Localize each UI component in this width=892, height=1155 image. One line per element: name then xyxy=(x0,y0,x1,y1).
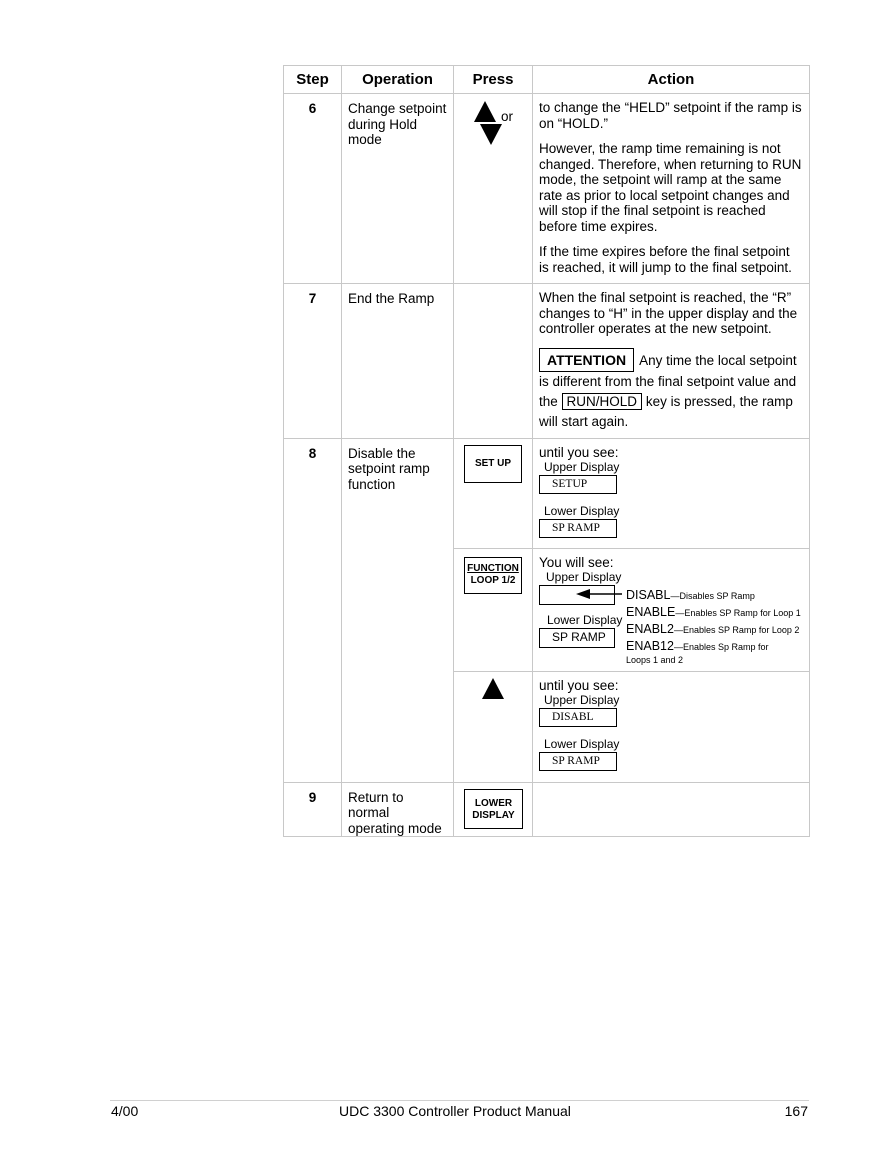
option-item xyxy=(626,604,810,621)
lower-display-label: Lower Display xyxy=(547,613,623,627)
upper-display-label: Upper Display xyxy=(544,693,620,707)
operation-text: Disable the setpoint ramp function xyxy=(342,438,454,782)
press-cell xyxy=(454,284,533,439)
attention-text: Any time the local setpoint is different from the final setpoint value and the xyxy=(539,352,797,409)
header-operation: Operation xyxy=(342,66,454,94)
lower-display-label: Lower Display xyxy=(544,504,620,518)
action-cell xyxy=(533,94,810,284)
table-row xyxy=(284,438,810,548)
function-loop-key-icon xyxy=(464,557,522,594)
action-paragraph: However, the ramp time remaining is not changed. Therefore, when returning to RUN mode, the setpoint will ramp at the same rate as prior to local setpoint changes and will stop if the final setpoint is reached before time expires. xyxy=(539,141,802,234)
option-desc: —Disables SP Ramp xyxy=(670,590,755,601)
operation-text: Return to normal operating mode xyxy=(342,782,454,837)
step-number: 7 xyxy=(284,284,342,439)
lower-display-box: SP RAMP xyxy=(539,519,617,538)
action-cell xyxy=(533,548,810,671)
option-code: ENAB12 xyxy=(626,638,674,653)
action-cell xyxy=(533,284,810,439)
up-arrow-icon xyxy=(482,678,504,699)
footer-page-number: 167 xyxy=(784,1103,808,1119)
procedure-table xyxy=(283,65,810,837)
lower-display-box: SP RAMP xyxy=(539,628,615,648)
table-row xyxy=(284,284,810,439)
option-desc: —Enables SP Ramp for Loop 2 xyxy=(673,624,800,635)
option-code: ENABL2 xyxy=(626,621,674,636)
action-paragraph: If the time expires before the final setpoint is reached, it will jump to the final setpoint. xyxy=(539,244,792,275)
action-cell xyxy=(533,782,810,837)
footer-divider xyxy=(110,1100,809,1101)
option-desc: —Enables Sp Ramp for xyxy=(673,641,769,652)
option-list xyxy=(626,587,810,666)
header-step: Step xyxy=(284,66,342,94)
until-text: until you see: xyxy=(539,444,619,460)
upper-display-label: Upper Display xyxy=(544,460,620,474)
down-arrow-icon xyxy=(480,124,502,145)
step-number: 6 xyxy=(284,94,342,284)
lower-display-key-icon xyxy=(464,789,523,829)
option-desc: —Enables SP Ramp for Loop 1 xyxy=(675,607,801,618)
press-cell xyxy=(454,671,533,782)
function-key-line1: FUNCTION xyxy=(467,562,519,574)
table-row xyxy=(284,782,810,837)
lower-display-label: Lower Display xyxy=(544,737,620,751)
lower-display-key-line2: DISPLAY xyxy=(472,809,515,821)
upper-display-label: Upper Display xyxy=(546,570,622,584)
run-hold-key: RUN/HOLD xyxy=(562,393,643,410)
attention-badge: ATTENTION xyxy=(539,348,634,372)
function-key-line2: LOOP 1/2 xyxy=(470,574,516,586)
action-paragraph: to change the “HELD” setpoint if the ramp is on “HOLD.” xyxy=(539,100,802,131)
press-cell xyxy=(454,94,533,284)
header-action: Action xyxy=(533,66,810,94)
option-item xyxy=(626,638,810,655)
footer-title: UDC 3300 Controller Product Manual xyxy=(339,1103,571,1119)
option-code: DISABL xyxy=(626,587,671,602)
operation-text: Change setpoint during Hold mode xyxy=(342,94,454,284)
option-item xyxy=(626,621,810,638)
footer-date: 4/00 xyxy=(111,1103,139,1119)
step-number: 9 xyxy=(284,782,342,837)
upper-display-box xyxy=(539,585,615,605)
table-row xyxy=(284,94,810,284)
table-header-row xyxy=(284,66,810,94)
option-code: ENABLE xyxy=(626,604,676,619)
operation-text: End the Ramp xyxy=(342,284,454,439)
up-arrow-icon xyxy=(474,101,496,122)
until-text: until you see: xyxy=(539,677,619,693)
option-item xyxy=(626,587,810,604)
action-paragraph: When the final setpoint is reached, the “R” changes to “H” in the upper display and the controller operates at the new setpoint. xyxy=(539,290,798,336)
intro-text: You will see: xyxy=(539,554,614,570)
upper-display-box: DISABL xyxy=(539,708,617,727)
setup-key-icon: SET UP xyxy=(464,445,522,483)
press-cell xyxy=(454,782,533,837)
press-cell xyxy=(454,438,533,548)
lower-display-box: SP RAMP xyxy=(539,752,617,771)
press-cell xyxy=(454,548,533,671)
arrow-left-icon xyxy=(576,588,622,600)
upper-display-box: SETUP xyxy=(539,475,617,494)
option-tail: Loops 1 and 2 xyxy=(626,654,684,665)
or-label: or xyxy=(501,109,514,124)
attention-note xyxy=(539,348,803,432)
action-cell xyxy=(533,438,810,548)
step-number: 8 xyxy=(284,438,342,782)
header-press: Press xyxy=(454,66,533,94)
action-cell xyxy=(533,671,810,782)
attention-text: key is pressed, the ramp will start again. xyxy=(539,393,793,429)
lower-display-key-line1: LOWER xyxy=(474,797,513,809)
